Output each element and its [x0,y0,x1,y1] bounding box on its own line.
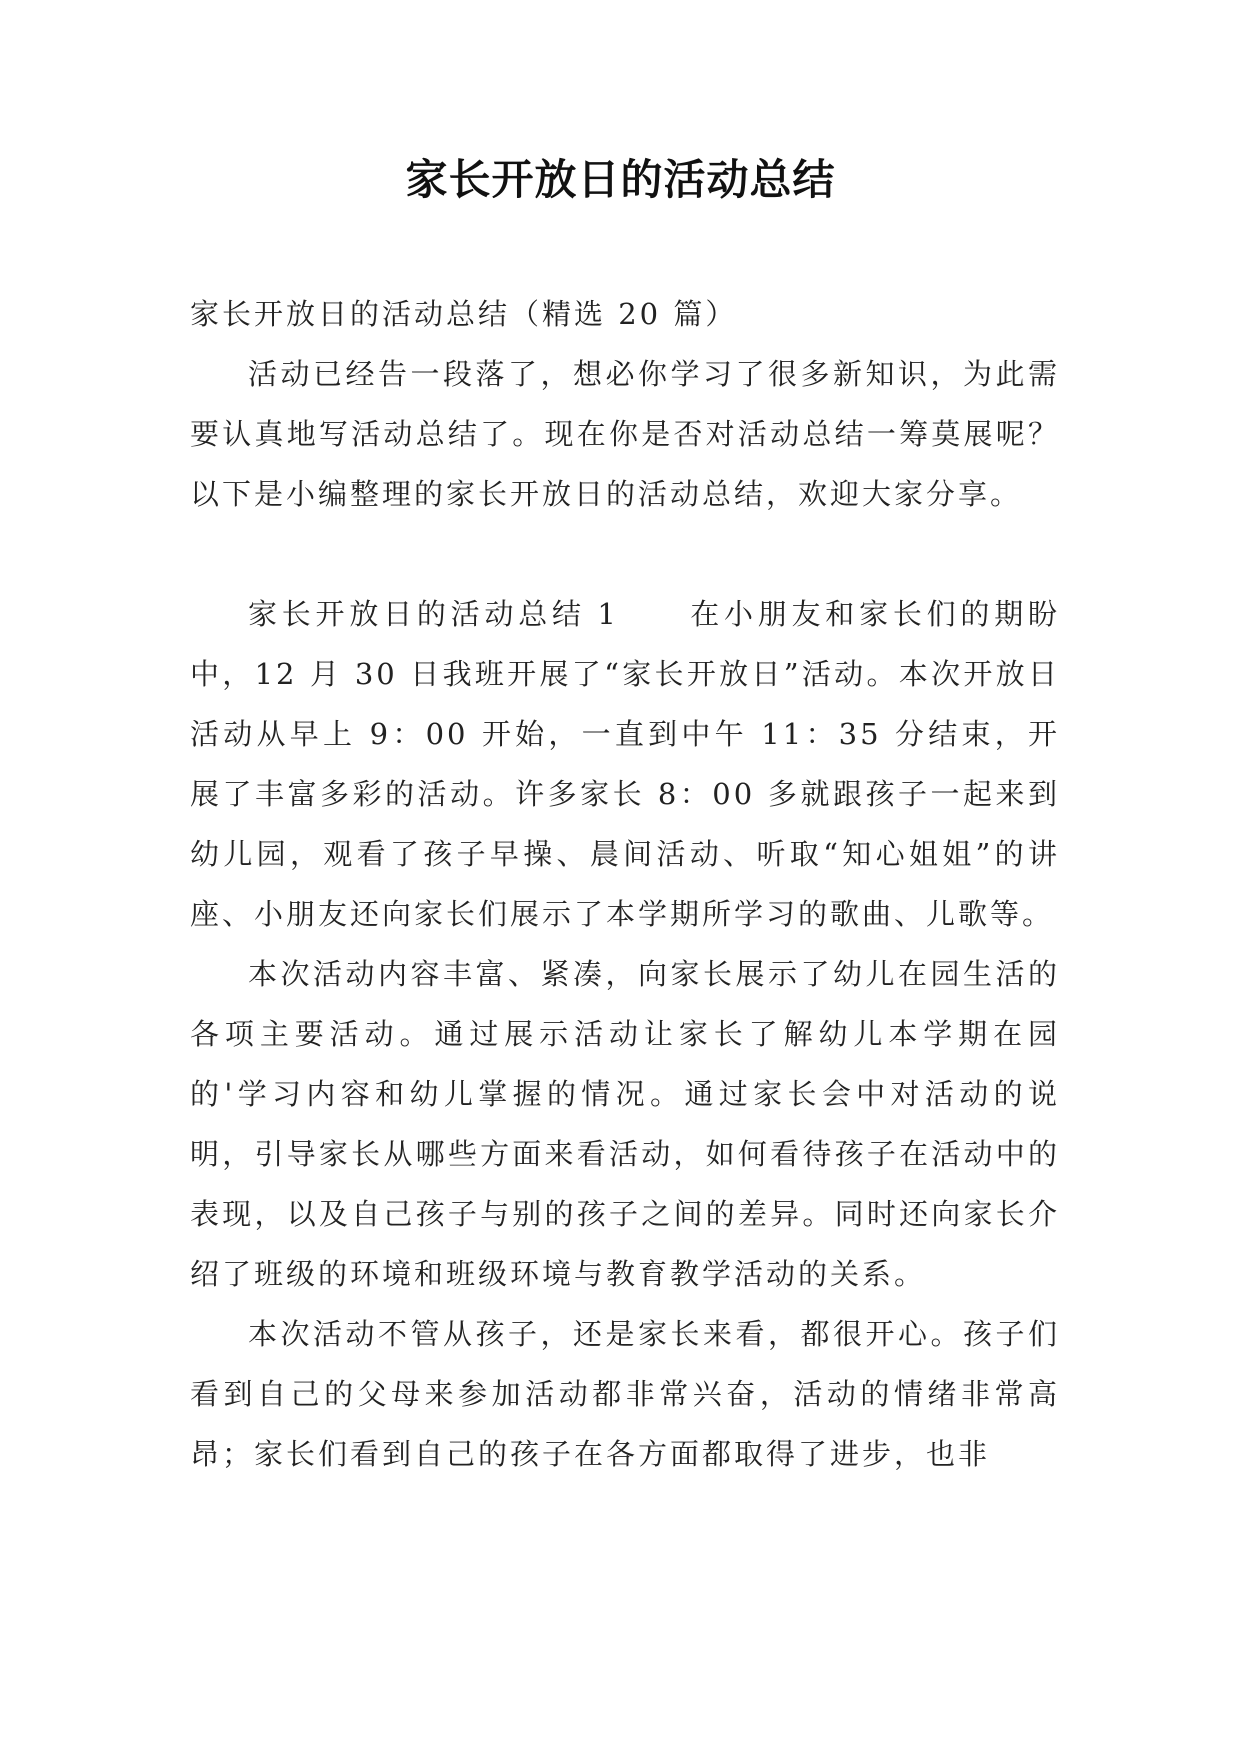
document-body [190,284,1060,1484]
paragraph-3: 本次活动不管从孩子，还是家长来看，都很开心。孩子们看到自己的父母来参加活动都非常兴奋，活动的情绪非常高昂；家长们看到自己的孩子在各方面都取得了进步，也非 [190,1317,1060,1471]
section-1-paragraph [190,584,1060,944]
intro-paragraph: 活动已经告一段落了，想必你学习了很多新知识，为此需要认真地写活动总结了。现在你是否对活动总结一筹莫展呢？以下是小编整理的家长开放日的活动总结，欢迎大家分享。 [190,357,1060,511]
paragraph-2: 本次活动内容丰富、紧凑，向家长展示了幼儿在园生活的各项主要活动。通过展示活动让家长了解幼儿本学期在园的'学习内容和幼儿掌握的情况。通过家长会中对活动的说明，引导家长从哪些方面来看活动，如何看待孩子在活动中的表现，以及自己孩子与别的孩子之间的差异。同时还向家长介绍了班级的环境和班级环境与教育教学活动的关系。 [190,957,1060,1291]
section-first-text: 在小朋友和家长们的期盼中，12 月 30 日我班开展了“家长开放日”活动。本次开放日活动从早上 9：00 开始，一直到中午 11：35 分结束，开展了丰富多彩的活动。许多家长 8：00 多就跟孩子一起来到幼儿园，观看了孩子早操、晨间活动、听取“知心姐姐”的讲座、小朋友还向家长们展示了本学期所学习的歌曲、儿歌等。 [190,597,1060,931]
section-heading: 家长开放日的活动总结 [248,597,586,631]
document-subtitle: 家长开放日的活动总结（精选 20 篇） [190,297,738,331]
document-title: 家长开放日的活动总结 [405,155,836,204]
section-number: 1 [597,597,619,631]
